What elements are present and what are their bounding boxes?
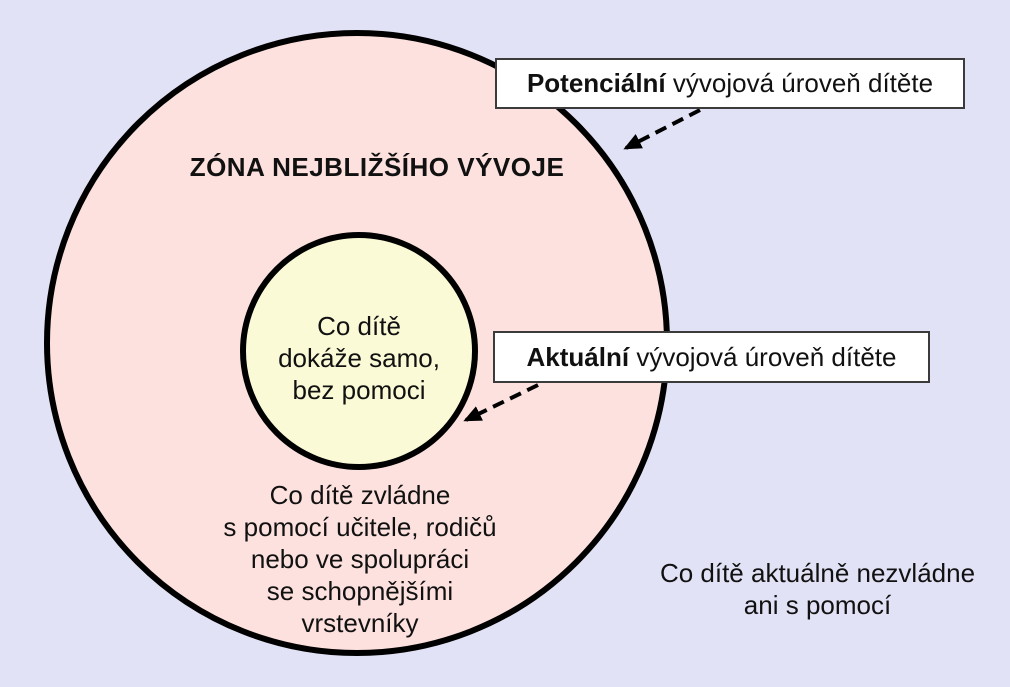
actual-level-bold: Aktuální — [526, 341, 630, 372]
inner-circle-line: Co dítě — [317, 311, 401, 341]
inner-circle-line: bez pomoci — [292, 375, 426, 405]
potential-level-label-text — [527, 68, 933, 99]
actual-level-rest: vývojová úroveň dítěte — [629, 341, 897, 372]
zone-caption-line: Co dítě zvládne — [269, 480, 451, 510]
zone-caption-line: s pomocí učitele, rodičů — [223, 512, 497, 542]
potential-level-rest: vývojová úroveň dítěte — [665, 68, 934, 98]
zone-title: ZÓNA NEJBLIŽŠÍHO VÝVOJE — [189, 152, 565, 182]
outside-caption-line: ani s pomocí — [743, 590, 892, 620]
inner-circle-line: dokáže samo, — [278, 343, 440, 373]
potential-arrow — [626, 110, 700, 148]
zone-caption-line: vrstevníky — [301, 608, 419, 638]
inner-circle-caption — [239, 310, 479, 406]
outside-caption — [630, 557, 1005, 621]
actual-level-label — [493, 331, 930, 383]
zone-caption-line: nebo ve spolupráci — [250, 544, 470, 574]
potential-level-bold: Potenciální — [526, 68, 666, 98]
zone-caption — [190, 479, 530, 639]
zone-caption-line: se schopnějšími — [266, 576, 454, 606]
potential-level-label — [495, 58, 965, 109]
actual-level-label-text — [527, 342, 897, 373]
outside-caption-line: Co dítě aktuálně nezvládne — [659, 558, 976, 588]
